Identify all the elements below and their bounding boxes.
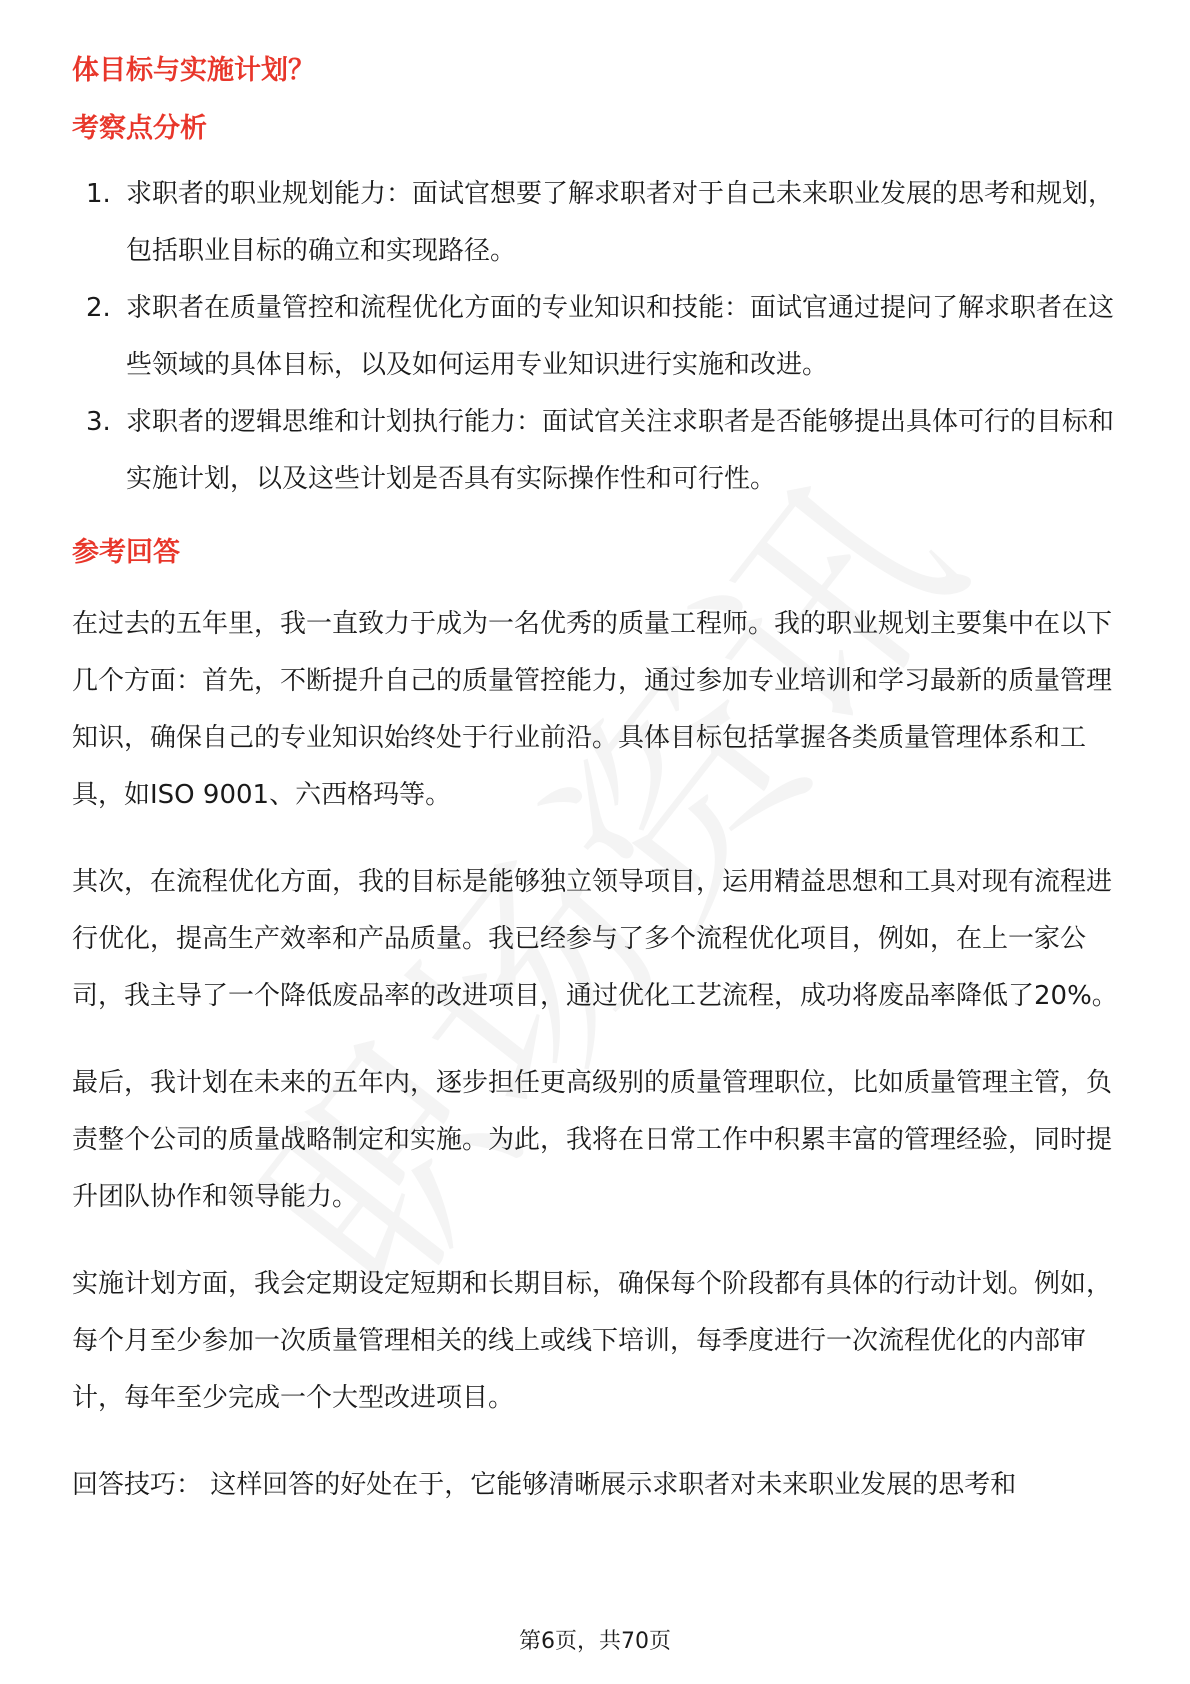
- analysis-item-text: 求职者的职业规划能力：面试官想要了解求职者对于自己未来职业发展的思考和规划，包括职业目标的确立和实现路径。: [126, 179, 1115, 266]
- answer-heading: 参考回答: [72, 537, 180, 568]
- analysis-item: [72, 166, 1122, 280]
- answer-tips-paragraph: 回答技巧： 这样回答的好处在于，它能够清晰展示求职者对未来职业发展的思考和: [72, 1470, 1017, 1500]
- analysis-heading: 考察点分析: [72, 113, 207, 144]
- analysis-item: [72, 394, 1122, 508]
- analysis-item-text: 求职者在质量管控和流程优化方面的专业知识和技能：面试官通过提问了解求职者在这些领域的具体目标，以及如何运用专业知识进行实施和改进。: [126, 293, 1115, 380]
- answer-paragraph: 最后，我计划在未来的五年内，逐步担任更高级别的质量管理职位，比如质量管理主管，负责整个公司的质量战略制定和实施。为此，我将在日常工作中积累丰富的管理经验，同时提升团队协作和领导能力。: [72, 1068, 1113, 1212]
- list-number: 3.: [86, 407, 111, 437]
- continued-heading: 体目标与实施计划？: [72, 55, 315, 86]
- analysis-list: [72, 166, 1122, 508]
- answer-paragraph: 其次，在流程优化方面，我的目标是能够独立领导项目，运用精益思想和工具对现有流程进行优化，提高生产效率和产品质量。我已经参与了多个流程优化项目，例如，在上一家公司，我主导了一个降低废品率的改进项目，通过优化工艺流程，成功将废品率降低了20%。: [72, 867, 1118, 1011]
- list-number: 1.: [86, 179, 111, 209]
- analysis-item: [72, 280, 1122, 394]
- answer-paragraph: 在过去的五年里，我一直致力于成为一名优秀的质量工程师。我的职业规划主要集中在以下几个方面：首先，不断提升自己的质量管控能力，通过参加专业培训和学习最新的质量管理知识，确保自己的专业知识始终处于行业前沿。具体目标包括掌握各类质量管理体系和工具，如ISO 9001、六西格玛等。: [72, 609, 1113, 810]
- page-number: 第6页，共70页: [519, 1629, 671, 1654]
- page-content: [72, 42, 1122, 1544]
- analysis-item-text: 求职者的逻辑思维和计划执行能力：面试官关注求职者是否能够提出具体可行的目标和实施计划，以及这些计划是否具有实际操作性和可行性。: [126, 407, 1115, 494]
- answer-paragraph: 实施计划方面，我会定期设定短期和长期目标，确保每个阶段都有具体的行动计划。例如，每个月至少参加一次质量管理相关的线上或线下培训，每季度进行一次流程优化的内部审计，每年至少完成一个大型改进项目。: [72, 1269, 1113, 1413]
- list-number: 2.: [86, 293, 111, 323]
